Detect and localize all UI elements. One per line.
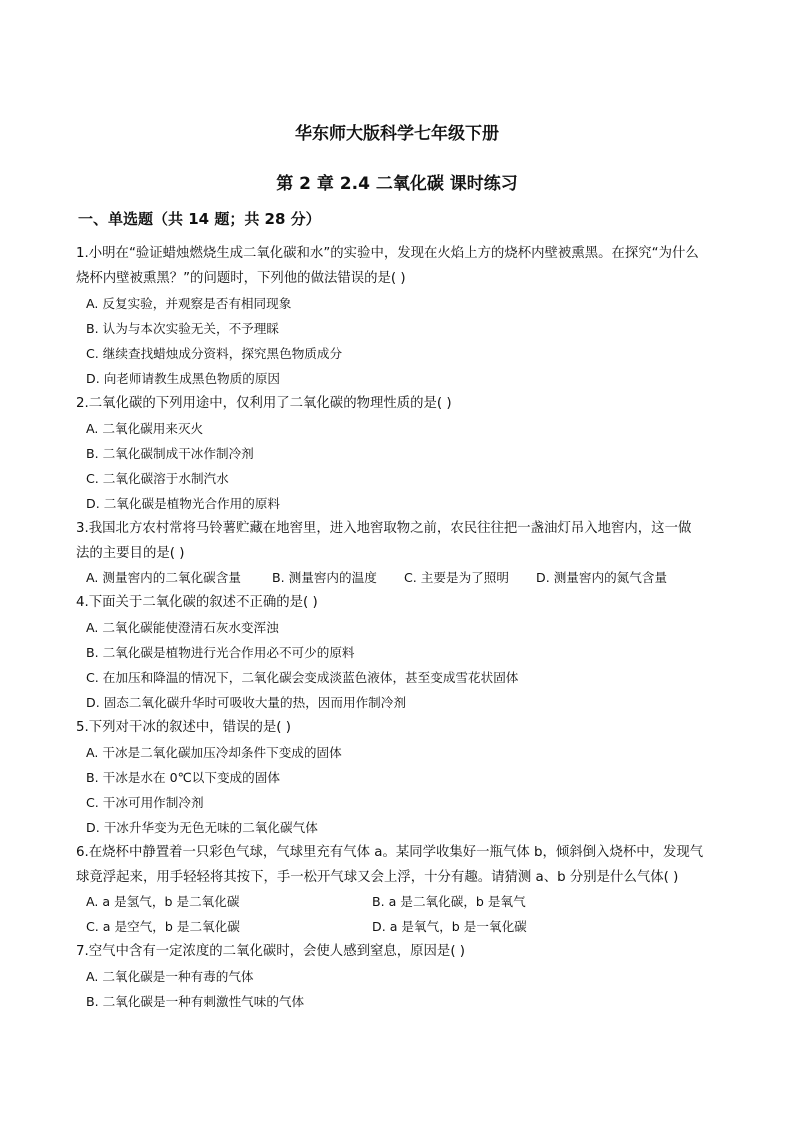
question-1-text-cont: 烧杯内壁被熏黑？”的问题时，下列他的做法错误的是( )	[76, 271, 406, 286]
question-4-option-b: B. 二氧化碳是植物进行光合作用必不可少的原料	[86, 645, 355, 660]
question-6-option-c: C. a 是空气，b 是二氧化碳	[86, 919, 240, 934]
question-6-option-a: A. a 是氢气，b 是二氧化碳	[86, 894, 240, 909]
question-3-text: 3.我国北方农村常将马铃薯贮藏在地窖里，进入地窖取物之前，农民往往把一盏油灯吊入地窖内，这一做	[76, 521, 692, 536]
question-3-option-d: D. 测量窖内的氮气含量	[536, 570, 668, 585]
question-7-text: 7.空气中含有一定浓度的二氧化碳时，会使人感到窒息，原因是( )	[76, 944, 466, 959]
question-2-option-b: B. 二氧化碳制成干冰作制冷剂	[86, 446, 254, 461]
question-4-option-a: A. 二氧化碳能使澄清石灰水变浑浊	[86, 620, 279, 635]
question-5-option-d: D. 干冰升华变为无色无味的二氧化碳气体	[86, 820, 318, 835]
question-6-text: 6.在烧杯中静置着一只彩色气球，气球里充有气体 a。某同学收集好一瓶气体 b，倾斜倒入烧杯中，发现气	[76, 845, 704, 860]
question-6-option-b: B. a 是二氧化碳，b 是氧气	[372, 894, 526, 909]
question-3-option-c: C. 主要是为了照明	[404, 570, 509, 585]
question-5-option-a: A. 干冰是二氧化碳加压冷却条件下变成的固体	[86, 745, 342, 760]
question-1-option-d: D. 向老师请教生成黑色物质的原因	[86, 371, 281, 386]
question-4-text: 4.下面关于二氧化碳的叙述不正确的是( )	[76, 595, 318, 610]
question-4-option-d: D. 固态二氧化碳升华时可吸收大量的热，因而用作制冷剂	[86, 695, 406, 710]
chapter-title: 第 2 章 2.4 二氧化碳 课时练习	[276, 174, 518, 194]
question-5-text: 5.下列对干冰的叙述中，错误的是( )	[76, 720, 291, 735]
question-3-text-cont: 法的主要目的是( )	[76, 546, 185, 561]
question-7-option-a: A. 二氧化碳是一种有毒的气体	[86, 969, 254, 984]
question-1-text: 1.小明在“验证蜡烛燃烧生成二氧化碳和水”的实验中，发现在火焰上方的烧杯内壁被熏黑。在探究“为什么	[76, 246, 699, 261]
question-3-option-a: A. 测量窖内的二氧化碳含量	[86, 570, 241, 585]
question-2-option-d: D. 二氧化碳是植物光合作用的原料	[86, 496, 281, 511]
section-heading: 一、单选题（共 14 题；共 28 分）	[78, 210, 321, 228]
question-1-option-c: C. 继续查找蜡烛成分资料，探究黑色物质成分	[86, 346, 343, 361]
question-1-option-b: B. 认为与本次实验无关，不予理睬	[86, 321, 279, 336]
question-7-option-b: B. 二氧化碳是一种有刺激性气味的气体	[86, 994, 305, 1009]
question-3-option-b: B. 测量窖内的温度	[272, 570, 377, 585]
question-6-text-cont: 球竟浮起来，用手轻轻将其按下，手一松开气球又会上浮，十分有趣。请猜测 a、b 分别是什么气体( )	[76, 870, 679, 885]
question-5-option-c: C. 干冰可用作制冷剂	[86, 795, 204, 810]
question-2-option-c: C. 二氧化碳溶于水制汽水	[86, 471, 229, 486]
question-5-option-b: B. 干冰是水在 0℃以下变成的固体	[86, 770, 280, 785]
document-title: 华东师大版科学七年级下册	[295, 124, 499, 144]
question-2-option-a: A. 二氧化碳用来灭火	[86, 421, 204, 436]
question-6-option-d: D. a 是氧气，b 是一氧化碳	[372, 919, 527, 934]
question-2-text: 2.二氧化碳的下列用途中，仅利用了二氧化碳的物理性质的是( )	[76, 396, 452, 411]
question-4-option-c: C. 在加压和降温的情况下，二氧化碳会变成淡蓝色液体，甚至变成雪花状固体	[86, 670, 519, 685]
question-1-option-a: A. 反复实验，并观察是否有相同现象	[86, 296, 292, 311]
